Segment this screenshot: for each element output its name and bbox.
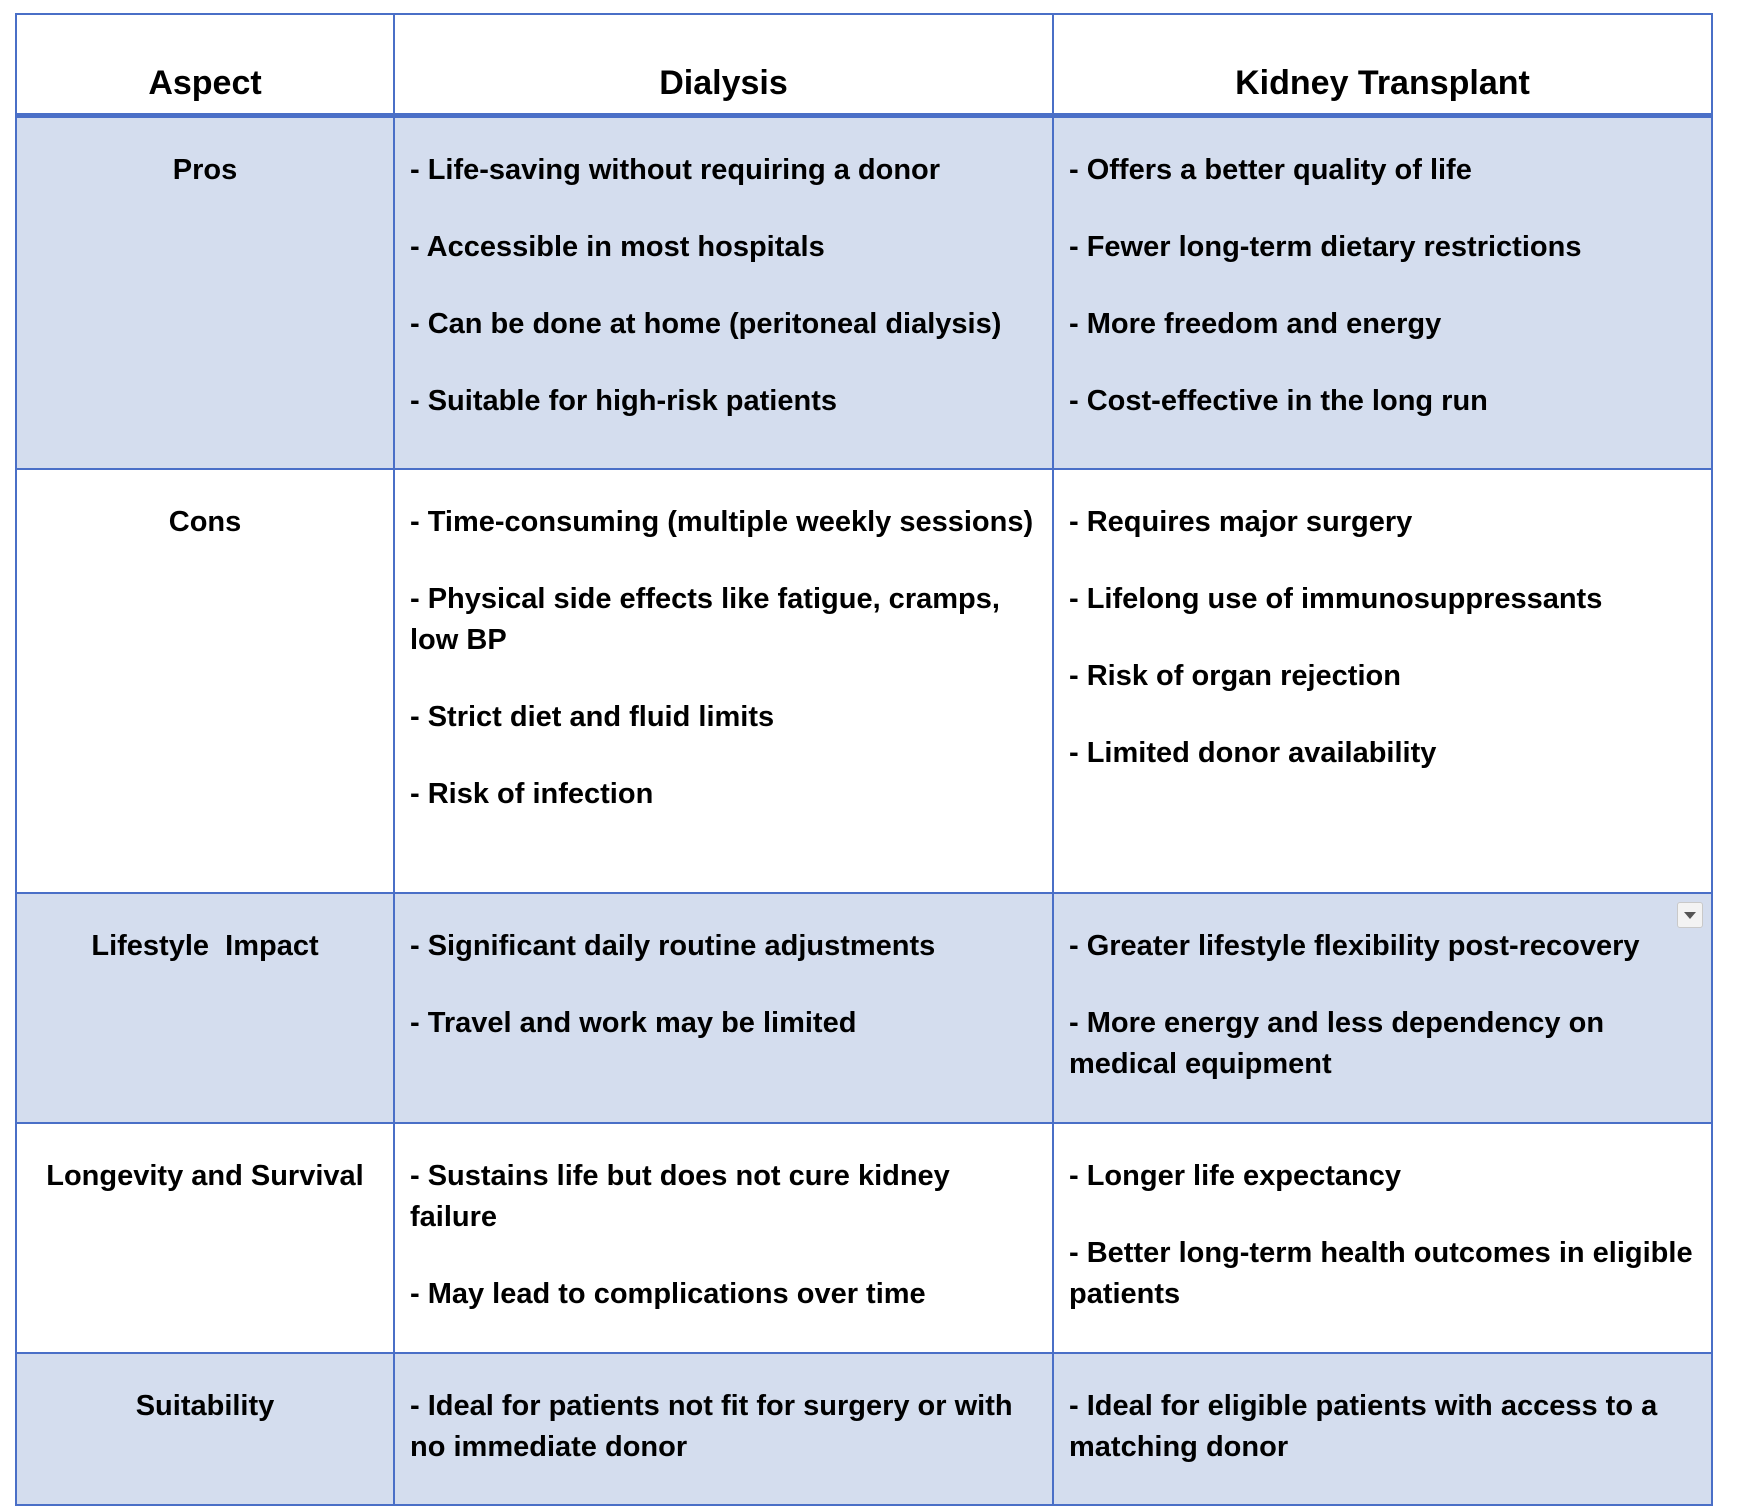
list-item: - Ideal for eligible patients with access to a matching donor [1069, 1390, 1658, 1463]
list-item: - Can be done at home (peritoneal dialysis) [410, 308, 1002, 340]
table-row-longevity-and-survival [16, 1123, 1712, 1353]
list-item: - Travel and work may be limited [410, 1007, 857, 1039]
list-item: - Life-saving without requiring a donor [410, 154, 941, 186]
list-item: - Offers a better quality of life [1069, 154, 1472, 186]
list-item: - Accessible in most hospitals [410, 231, 825, 263]
list-item: - Requires major surgery [1069, 506, 1413, 538]
table-row-cons [16, 469, 1712, 893]
header-dialysis[interactable]: Dialysis [394, 14, 1053, 116]
list-item: - Time-consuming (multiple weekly sessions) [410, 506, 1034, 538]
aspect-cell-lifestyle-impact[interactable]: Lifestyle Impact [16, 893, 394, 1123]
dialysis-cell-pros[interactable] [394, 116, 1053, 470]
table-row-suitability [16, 1353, 1712, 1505]
list-item: - Better long-term health outcomes in eligible patients [1069, 1237, 1693, 1310]
list-item: - More energy and less dependency on medical equipment [1069, 1007, 1605, 1080]
list-item: - May lead to complications over time [410, 1278, 926, 1310]
transplant-cell-lifestyle-impact[interactable] [1053, 893, 1712, 1123]
list-item: - Suitable for high-risk patients [410, 385, 837, 417]
cell-dropdown-button[interactable] [1677, 902, 1703, 928]
transplant-cell-cons[interactable] [1053, 469, 1712, 893]
list-item: - Limited donor availability [1069, 737, 1437, 769]
dialysis-cell-cons[interactable] [394, 469, 1053, 893]
table-header [16, 14, 1712, 116]
header-row [16, 14, 1712, 116]
list-item: - Risk of infection [410, 778, 654, 810]
aspect-cell-pros[interactable]: Pros [16, 116, 394, 470]
header-kidney-transplant[interactable]: Kidney Transplant [1053, 14, 1712, 116]
aspect-cell-suitability[interactable]: Suitability [16, 1353, 394, 1505]
list-item: - Greater lifestyle flexibility post-recovery [1069, 930, 1640, 962]
comparison-table [15, 13, 1713, 1506]
transplant-cell-pros[interactable] [1053, 116, 1712, 470]
transplant-cell-suitability[interactable] [1053, 1353, 1712, 1505]
list-item: - Fewer long-term dietary restrictions [1069, 231, 1582, 263]
list-item: - Physical side effects like fatigue, cramps, low BP [410, 583, 1000, 656]
list-item: - Lifelong use of immunosuppressants [1069, 583, 1603, 615]
dialysis-cell-lifestyle-impact[interactable] [394, 893, 1053, 1123]
aspect-cell-cons[interactable]: Cons [16, 469, 394, 893]
header-aspect[interactable]: Aspect [16, 14, 394, 116]
list-item: - Sustains life but does not cure kidney failure [410, 1160, 950, 1233]
dialysis-cell-suitability[interactable] [394, 1353, 1053, 1505]
table-body [16, 116, 1712, 1506]
list-item: - Risk of organ rejection [1069, 660, 1401, 692]
list-item: - Ideal for patients not fit for surgery or with no immediate donor [410, 1390, 1013, 1463]
table-row-pros [16, 116, 1712, 470]
transplant-cell-longevity-and-survival[interactable] [1053, 1123, 1712, 1353]
comparison-table-container [15, 13, 1711, 1506]
list-item: - Strict diet and fluid limits [410, 701, 775, 733]
list-item: - Longer life expectancy [1069, 1160, 1401, 1192]
chevron-down-icon [1684, 912, 1696, 919]
list-item: - Cost-effective in the long run [1069, 385, 1488, 417]
aspect-cell-longevity-and-survival[interactable]: Longevity and Survival [16, 1123, 394, 1353]
table-row-lifestyle-impact [16, 893, 1712, 1123]
list-item: - More freedom and energy [1069, 308, 1442, 340]
list-item: - Significant daily routine adjustments [410, 930, 936, 962]
dialysis-cell-longevity-and-survival[interactable] [394, 1123, 1053, 1353]
